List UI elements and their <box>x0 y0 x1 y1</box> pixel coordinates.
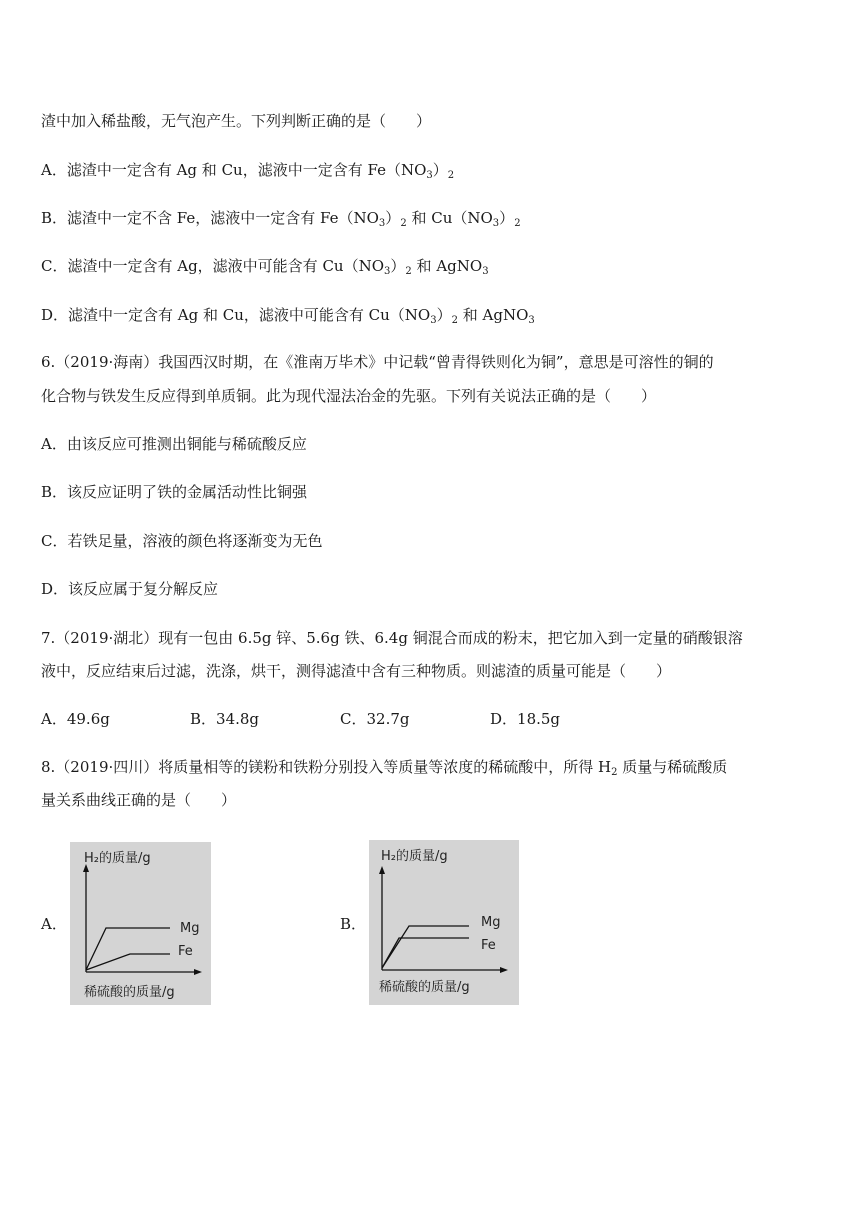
graph-b-y-arrow <box>379 866 385 874</box>
q6-option-b[interactable]: B．该反应证明了铁的金属活动性比铜强 <box>41 483 308 501</box>
graph-a-x-arrow <box>194 969 202 975</box>
q8-option-a-label[interactable]: A． <box>41 915 67 933</box>
graph-a-fe-label: Fe <box>178 944 193 959</box>
q7-stem-line2: 液中，反应结束后过滤，洗涤，烘干，测得滤渣中含有三种物质。则滤渣的质量可能是（ ） <box>41 662 672 680</box>
q7-option-c[interactable]: C．32.7g <box>340 710 410 728</box>
q6-option-c[interactable]: C．若铁足量，溶液的颜色将逐渐变为无色 <box>41 532 323 550</box>
graph-b-fe-line <box>382 938 469 968</box>
graph-b-fe-label: Fe <box>481 938 496 953</box>
q7-option-d[interactable]: D．18.5g <box>490 710 561 728</box>
graph-b-ylabel: H₂的质量/g <box>381 849 448 864</box>
q6-stem-line1: 6.（2019·海南）我国西汉时期，在《淮南万毕术》中记载“曾青得铁则化为铜”，意思是可溶性的铜的 <box>41 353 714 371</box>
graph-b-svg <box>369 840 519 1005</box>
q5-option-b[interactable]: B．滤渣中一定不含 Fe，滤液中一定含有 $Fe(NO_3)_2$ 和 $Cu(NO_3)_2$ <box>41 209 521 229</box>
q6-option-d[interactable]: D．该反应属于复分解反应 <box>41 580 219 598</box>
graph-b-mg-label: Mg <box>481 915 501 930</box>
graph-b-xlabel: 稀硫酸的质量/g <box>379 980 470 995</box>
q5-option-a[interactable]: A．滤渣中一定含有 Ag 和 Cu，滤液中一定含有 $Fe(NO_3)_2$ <box>41 161 455 181</box>
q7-option-a[interactable]: A．49.6g <box>41 710 110 728</box>
q8-stem-line2: 量关系曲线正确的是（ ） <box>41 791 237 809</box>
graph-a-svg <box>70 842 211 1005</box>
q8-graph-a[interactable] <box>70 842 211 1005</box>
graph-b-mg-line <box>382 926 469 968</box>
q7-stem-line1: 7.（2019·湖北）现有一包由 6.5g 锌、5.6g 铁、6.4g 铜混合而成的粉末，把它加入到一定量的硝酸银溶 <box>41 629 743 647</box>
q6-option-a[interactable]: A．由该反应可推测出铜能与稀硫酸反应 <box>41 435 307 453</box>
q8-option-b-label[interactable]: B． <box>340 915 367 933</box>
graph-a-fe-line <box>86 954 170 970</box>
q8-stem-line1: 8.（2019·四川）将质量相等的镁粉和铁粉分别投入等质量等浓度的稀硫酸中，所得 $H_2$ 质量与稀硫酸质 <box>41 758 728 778</box>
q8-graph-b[interactable] <box>369 840 519 1005</box>
q7-option-b[interactable]: B．34.8g <box>190 710 260 728</box>
q5-option-c[interactable]: C．滤渣中一定含有 Ag，滤液中可能含有 $Cu(NO_3)_2$ 和 AgNO$_3$ <box>41 257 489 277</box>
graph-a-mg-label: Mg <box>180 921 200 936</box>
graph-b-x-arrow <box>500 967 508 973</box>
q5-option-d[interactable]: D．滤渣中一定含有 Ag 和 Cu，滤液中可能含有 $Cu(NO_3)_2$ 和 AgNO$_3$ <box>41 306 535 326</box>
q5-stem-tail: 渣中加入稀盐酸，无气泡产生。下列判断正确的是（ ） <box>41 112 432 130</box>
q6-stem-line2: 化合物与铁发生反应得到单质铜。此为现代湿法冶金的先驱。下列有关说法正确的是（ ） <box>41 387 657 405</box>
graph-a-xlabel: 稀硫酸的质量/g <box>84 985 175 1000</box>
graph-a-mg-line <box>86 928 170 970</box>
graph-a-ylabel: H₂的质量/g <box>84 851 151 866</box>
